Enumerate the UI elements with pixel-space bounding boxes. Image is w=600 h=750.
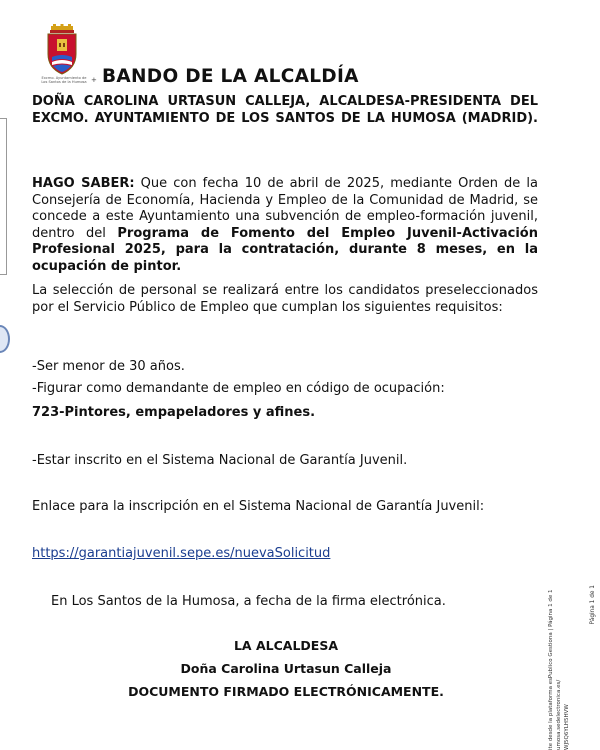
signature-place-date: En Los Santos de la Humosa, a fecha de la firma electrónica. (51, 594, 446, 609)
hago-saber-paragraph (32, 176, 538, 275)
margin-line: WJ5Q6YLH5HVW (564, 704, 570, 750)
signatory-name: Doña Carolina Urtasun Calleja (180, 661, 392, 676)
hago-saber-lead: HAGO SABER: (32, 176, 135, 191)
hago-saber-text: Que con fecha 10 de abril de 2025, mediante Orden de la Consejería de Economía, Hacienda y Empleo de la Comunidad de Madrid, se concede a este Ayuntamiento una subvención de empleo-formación juvenil, dentro del (32, 176, 538, 241)
program-name: Programa de Fomento del Empleo Juvenil-Activación Profesional 2025, para la contratación, durante 8 meses, en la ocupación de pintor. (32, 225, 538, 274)
requirement-age: -Ser menor de 30 años. (32, 359, 185, 374)
left-edge-seal (0, 325, 10, 353)
verification-margin-text (548, 589, 588, 750)
enlace-label: Enlace para la inscripción en el Sistema Nacional de Garantía Juvenil: (32, 499, 485, 514)
margin-line: umosa.sedelectronica.es/ (556, 679, 562, 750)
occupation-code: 723-Pintores, empapeladores y afines. (32, 405, 316, 420)
requirement-job-seeker: -Figurar como demandante de empleo en código de ocupación: (32, 381, 445, 396)
intro-paragraph: DOÑA CAROLINA URTASUN CALLEJA, ALCALDESA-PRESIDENTA DEL EXCMO. AYUNTAMIENTO DE LOS SANTOS DE LA HUMOSA (MADRID). (32, 94, 538, 126)
municipal-crest-logo (42, 24, 82, 76)
electronic-signature-note: DOCUMENTO FIRMADO ELECTRÓNICAMENTE. (128, 684, 444, 699)
crest-caption-line: Los Santos de la Humosa (41, 80, 87, 85)
page-title: BANDO DE LA ALCALDÍA (102, 66, 359, 87)
page-number-margin: Página 1 de 1 (590, 585, 596, 625)
signatory-role: LA ALCALDESA (233, 638, 339, 653)
header-tiny-mark: + (91, 76, 97, 84)
left-edge-mark (0, 118, 7, 275)
registration-link[interactable]: https://garantiajuvenil.sepe.es/nuevaSolicitud (32, 546, 331, 561)
crest-caption (40, 76, 88, 85)
margin-line: ite desde la plataforma esPublico Gestiona | Página 1 de 1 (548, 589, 554, 750)
crest-caption-line: Excmo. Ayuntamiento de (41, 76, 87, 80)
seleccion-paragraph: La selección de personal se realizará entre los candidatos preseleccionados por el Servicio Público de Empleo que cumplan los siguientes requisitos: (32, 283, 538, 315)
requirement-garantia-juvenil: -Estar inscrito en el Sistema Nacional de Garantía Juvenil. (32, 453, 408, 468)
